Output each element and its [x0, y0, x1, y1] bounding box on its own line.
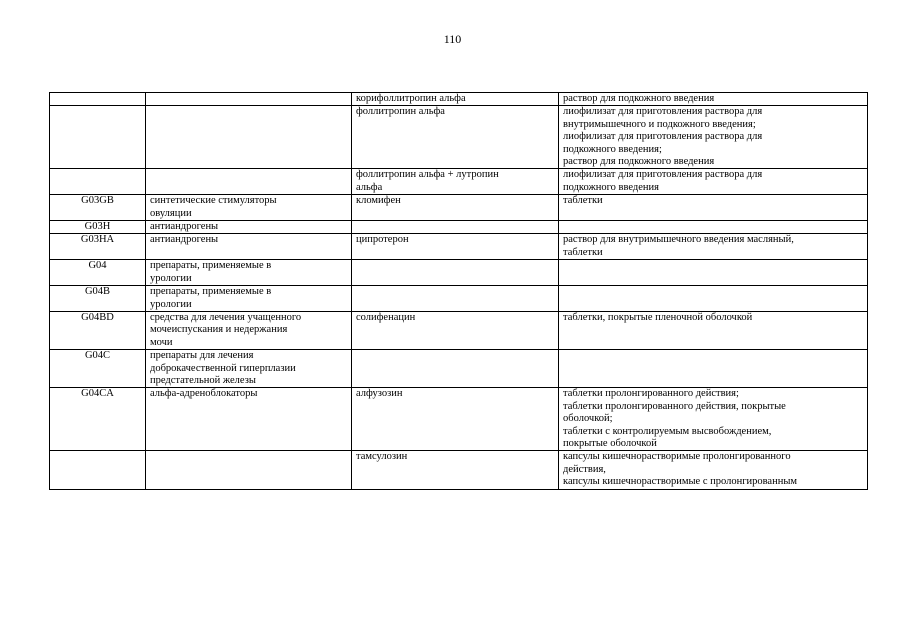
group-name-cell: средства для лечения учащенного мочеиспускания и недержания мочи: [146, 311, 352, 349]
drug-name-cell: [352, 221, 559, 234]
dosage-form-cell: раствор для внутримышечного введения масляный, таблетки: [559, 234, 868, 260]
dosage-form-cell: [559, 286, 868, 312]
drug-name-cell: фоллитропин альфа + лутропин альфа: [352, 169, 559, 195]
dosage-form-cell: таблетки, покрытые пленочной оболочкой: [559, 311, 868, 349]
page-number: 110: [443, 32, 462, 46]
group-name-cell: препараты, применяемые в урологии: [146, 260, 352, 286]
group-name-cell: [146, 169, 352, 195]
table-row: [50, 388, 868, 451]
dosage-form-cell: [559, 260, 868, 286]
dosage-form-cell: лиофилизат для приготовления раствора для внутримышечного и подкожного введения; лиофилизат для приготовления раствора для подкожного введения; раствор для подкожного введения: [559, 106, 868, 169]
atc-code-cell: [50, 106, 146, 169]
drug-name-cell: ципротерон: [352, 234, 559, 260]
atc-code-cell: G04C: [50, 350, 146, 388]
atc-code-cell: G04: [50, 260, 146, 286]
drug-name-cell: тамсулозин: [352, 451, 559, 489]
group-name-cell: синтетические стимуляторы овуляции: [146, 195, 352, 221]
table-row: [50, 221, 868, 234]
table-row: [50, 451, 868, 489]
group-name-cell: препараты, применяемые в урологии: [146, 286, 352, 312]
group-name-cell: [146, 451, 352, 489]
group-name-cell: антиандрогены: [146, 234, 352, 260]
drug-name-cell: корифоллитропин альфа: [352, 93, 559, 106]
drug-classification-table: [49, 92, 868, 490]
table-row: [50, 106, 868, 169]
atc-code-cell: G04CA: [50, 388, 146, 451]
table-row: [50, 169, 868, 195]
group-name-cell: [146, 106, 352, 169]
table-row: [50, 195, 868, 221]
dosage-form-cell: капсулы кишечнорастворимые пролонгированного действия, капсулы кишечнорастворимые с пролонгированным: [559, 451, 868, 489]
atc-code-cell: [50, 169, 146, 195]
dosage-form-cell: [559, 350, 868, 388]
dosage-form-cell: лиофилизат для приготовления раствора для подкожного введения: [559, 169, 868, 195]
drug-name-cell: [352, 350, 559, 388]
table-row: [50, 350, 868, 388]
dosage-form-cell: [559, 221, 868, 234]
atc-code-cell: [50, 93, 146, 106]
dosage-form-cell: таблетки пролонгированного действия; таблетки пролонгированного действия, покрытые оболочкой; таблетки с контролируемым высвобождением, покрытые оболочкой: [559, 388, 868, 451]
table-row: [50, 234, 868, 260]
drug-name-cell: фоллитропин альфа: [352, 106, 559, 169]
group-name-cell: препараты для лечения доброкачественной гиперплазии предстательной железы: [146, 350, 352, 388]
group-name-cell: альфа-адреноблокаторы: [146, 388, 352, 451]
atc-code-cell: G03H: [50, 221, 146, 234]
drug-name-cell: кломифен: [352, 195, 559, 221]
group-name-cell: [146, 93, 352, 106]
atc-code-cell: G03GB: [50, 195, 146, 221]
atc-code-cell: G04BD: [50, 311, 146, 349]
atc-code-cell: G03HA: [50, 234, 146, 260]
drug-name-cell: алфузозин: [352, 388, 559, 451]
table-row: [50, 93, 868, 106]
table-row: [50, 311, 868, 349]
group-name-cell: антиандрогены: [146, 221, 352, 234]
atc-code-cell: [50, 451, 146, 489]
table-row: [50, 260, 868, 286]
table-row: [50, 286, 868, 312]
drug-name-cell: солифенацин: [352, 311, 559, 349]
atc-code-cell: G04B: [50, 286, 146, 312]
dosage-form-cell: раствор для подкожного введения: [559, 93, 868, 106]
dosage-form-cell: таблетки: [559, 195, 868, 221]
drug-name-cell: [352, 260, 559, 286]
drug-name-cell: [352, 286, 559, 312]
